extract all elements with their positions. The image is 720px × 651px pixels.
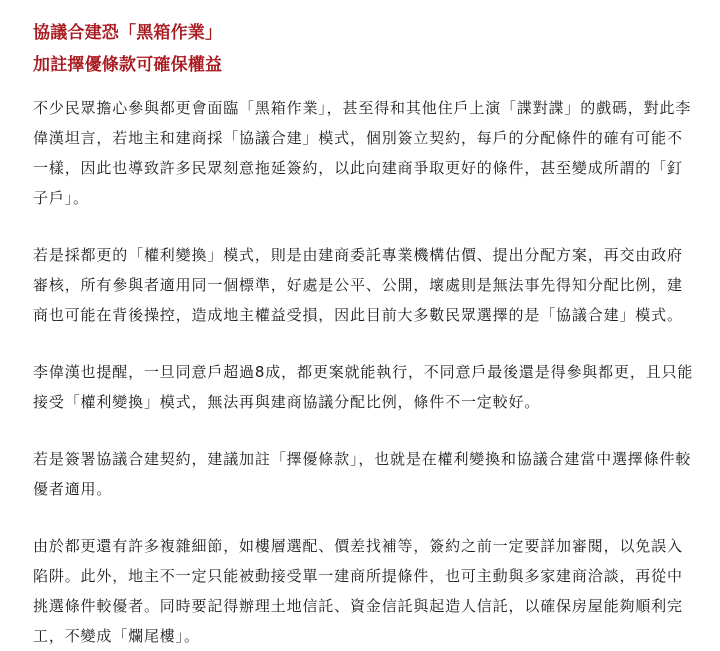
paragraph-3: 李偉漢也提醒，一旦同意戶超過8成，都更案就能執行，不同意戶最後還是得參與都更，且只能接受「權利變換」模式，無法再與建商協議分配比例，條件不一定較好。 [33, 363, 694, 411]
paragraph-4: 若是簽署協議合建契約，建議加註「擇優條款」，也就是在權利變換和協議合建當中選擇條件較優者適用。 [33, 450, 692, 498]
article-title: 協議合建恐「黑箱作業」 [33, 23, 223, 43]
paragraph-2: 若是採都更的「權利變換」模式，則是由建商委託專業機構估價、提出分配方案，再交由政府審核，所有參與者適用同一個標準，好處是公平、公開，壞處則是無法事先得知分配比例，建商也可能在背後操控，造成地主權益受損，因此目前大多數民眾選擇的是「協議合建」模式。 [33, 246, 683, 324]
paragraph-1: 不少民眾擔心參與都更會面臨「黑箱作業」，甚至得和其他住戶上演「諜對諜」的戲碼，對此李偉漢坦言，若地主和建商採「協議合建」模式，個別簽立契約，每戶的分配條件的確有可能不一樣，因此也導致許多民眾刻意拖延簽約，以此向建商爭取更好的條件，甚至變成所謂的「釘子戶」。 [33, 99, 692, 207]
article-body [33, 93, 694, 651]
paragraph-5: 由於都更還有許多複雜細節，如樓層選配、價差找補等，簽約之前一定要詳加審閱，以免誤入陷阱。此外，地主不一定只能被動接受單一建商所提條件，也可主動與多家建商洽談，再從中挑選條件較優者。同時要記得辦理土地信託、資金信託與起造人信託，以確保房屋能夠順利完工，不變成「爛尾樓」。 [33, 537, 683, 645]
article-subtitle: 加註擇優條款可確保權益 [33, 55, 223, 75]
